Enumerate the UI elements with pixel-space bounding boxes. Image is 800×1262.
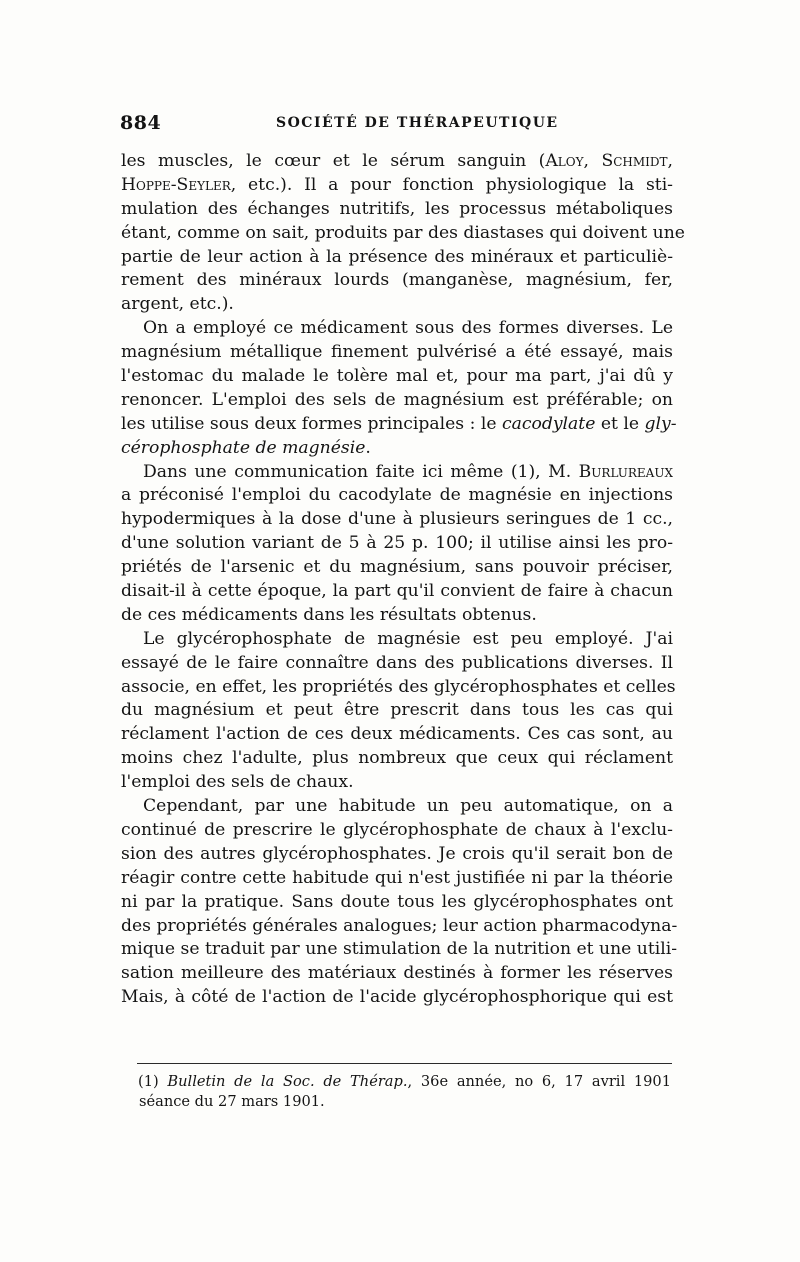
text-line: essayé de le faire connaître dans des publications diverses. Il	[121, 652, 673, 673]
text-line: les utilise sous deux formes principales : le cacodylate et le gly-	[121, 413, 677, 434]
text-line: mique se traduit par une stimulation de la nutrition et une utili-	[121, 939, 678, 960]
text-line: On a employé ce médicament sous des formes diverses. Le	[143, 318, 673, 339]
text-line: Cependant, par une habitude un peu automatique, on a	[143, 796, 673, 817]
text-line: du magnésium et peut être prescrit dans tous les cas qui	[121, 700, 673, 721]
footnote-line: séance du 27 mars 1901.	[139, 1092, 325, 1110]
body-text	[121, 150, 685, 1010]
text-line: moins chez l'adulte, plus nombreux que ceux qui réclament	[121, 748, 673, 769]
text-line: réclament l'action de ces deux médicaments. Ces cas sont, au	[121, 724, 673, 745]
footnote-line: (1) Bulletin de la Soc. de Thérap., 36e année, no 6, 17 avril 1901	[138, 1073, 672, 1090]
page-header	[120, 112, 680, 142]
footnote	[138, 1072, 671, 1111]
text-line: rement des minéraux lourds (manganèse, magnésium, fer,	[121, 270, 673, 291]
text-line: hypodermiques à la dose d'une à plusieurs seringues de 1 cc.,	[121, 509, 673, 530]
text-line: priétés de l'arsenic et du magnésium, sans pouvoir préciser,	[121, 557, 673, 578]
text-line: magnésium métallique finement pulvérisé a été essayé, mais	[121, 342, 673, 363]
text-line: réagir contre cette habitude qui n'est justifiée ni par la théorie	[121, 867, 673, 888]
text-line: partie de leur action à la présence des minéraux et particuliè-	[121, 246, 673, 267]
text-line: mulation des échanges nutritifs, les processus métaboliques	[121, 198, 673, 219]
author-name: Burlureaux	[578, 461, 673, 482]
text-line: étant, comme on sait, produits par des diastases qui doivent une	[121, 222, 685, 243]
italic-term: cérophosphate de magnésie	[121, 437, 366, 458]
journal-title: Bulletin de la Soc. de Thérap.	[167, 1073, 408, 1090]
text-line: cérophosphate de magnésie.	[121, 437, 371, 458]
author-name: Schmidt	[601, 151, 668, 171]
text-line: Le glycérophosphate de magnésie est peu employé. J'ai	[143, 628, 673, 649]
text-line: sion des autres glycérophosphates. Je crois qu'il serait bon de	[121, 843, 673, 864]
text-line: continué de prescrire le glycérophosphate de chaux à l'exclu-	[121, 819, 673, 840]
text-line: de ces médicaments dans les résultats obtenus.	[121, 604, 537, 625]
text-line: des propriétés générales analogues; leur action pharmacodyna-	[121, 915, 678, 936]
text-line: l'estomac du malade le tolère mal et, pour ma part, j'ai dû y	[121, 366, 673, 387]
page-number: 884	[120, 112, 162, 134]
text-line: Hoppe-Seyler, etc.). Il a pour fonction physiologique la sti-	[121, 174, 673, 195]
italic-term: cacodylate	[501, 413, 596, 434]
text-line: disait-il à cette époque, la part qu'il convient de faire à chacun	[121, 581, 673, 602]
text-line: ni par la pratique. Sans doute tous les glycérophosphates ont	[121, 891, 673, 912]
text-line: d'une solution variant de 5 à 25 p. 100; il utilise ainsi les pro-	[121, 533, 673, 554]
italic-term: gly-	[644, 413, 677, 434]
text-line: les muscles, le cœur et le sérum sanguin (Aloy, Schmidt,	[121, 151, 673, 171]
author-name: Hoppe-Seyler	[121, 174, 231, 195]
running-title: SOCIÉTÉ DE THÉRAPEUTIQUE	[276, 115, 559, 131]
text-line: Dans une communication faite ici même (1), M. Burlureaux	[143, 461, 673, 482]
text-line: l'emploi des sels de chaux.	[121, 772, 354, 793]
text-line: a préconisé l'emploi du cacodylate de magnésie en injections	[121, 485, 673, 506]
author-name: Aloy	[545, 151, 584, 171]
text-line: Mais, à côté de l'action de l'acide glycérophosphorique qui est	[121, 987, 673, 1008]
text-line: sation meilleure des matériaux destinés à former les réserves	[121, 963, 673, 984]
text-line: argent, etc.).	[121, 294, 234, 315]
footnote-divider	[137, 1063, 672, 1064]
text-line: renoncer. L'emploi des sels de magnésium est préférable; on	[121, 389, 673, 410]
text-line: associe, en effet, les propriétés des glycérophosphates et celles	[121, 676, 676, 697]
